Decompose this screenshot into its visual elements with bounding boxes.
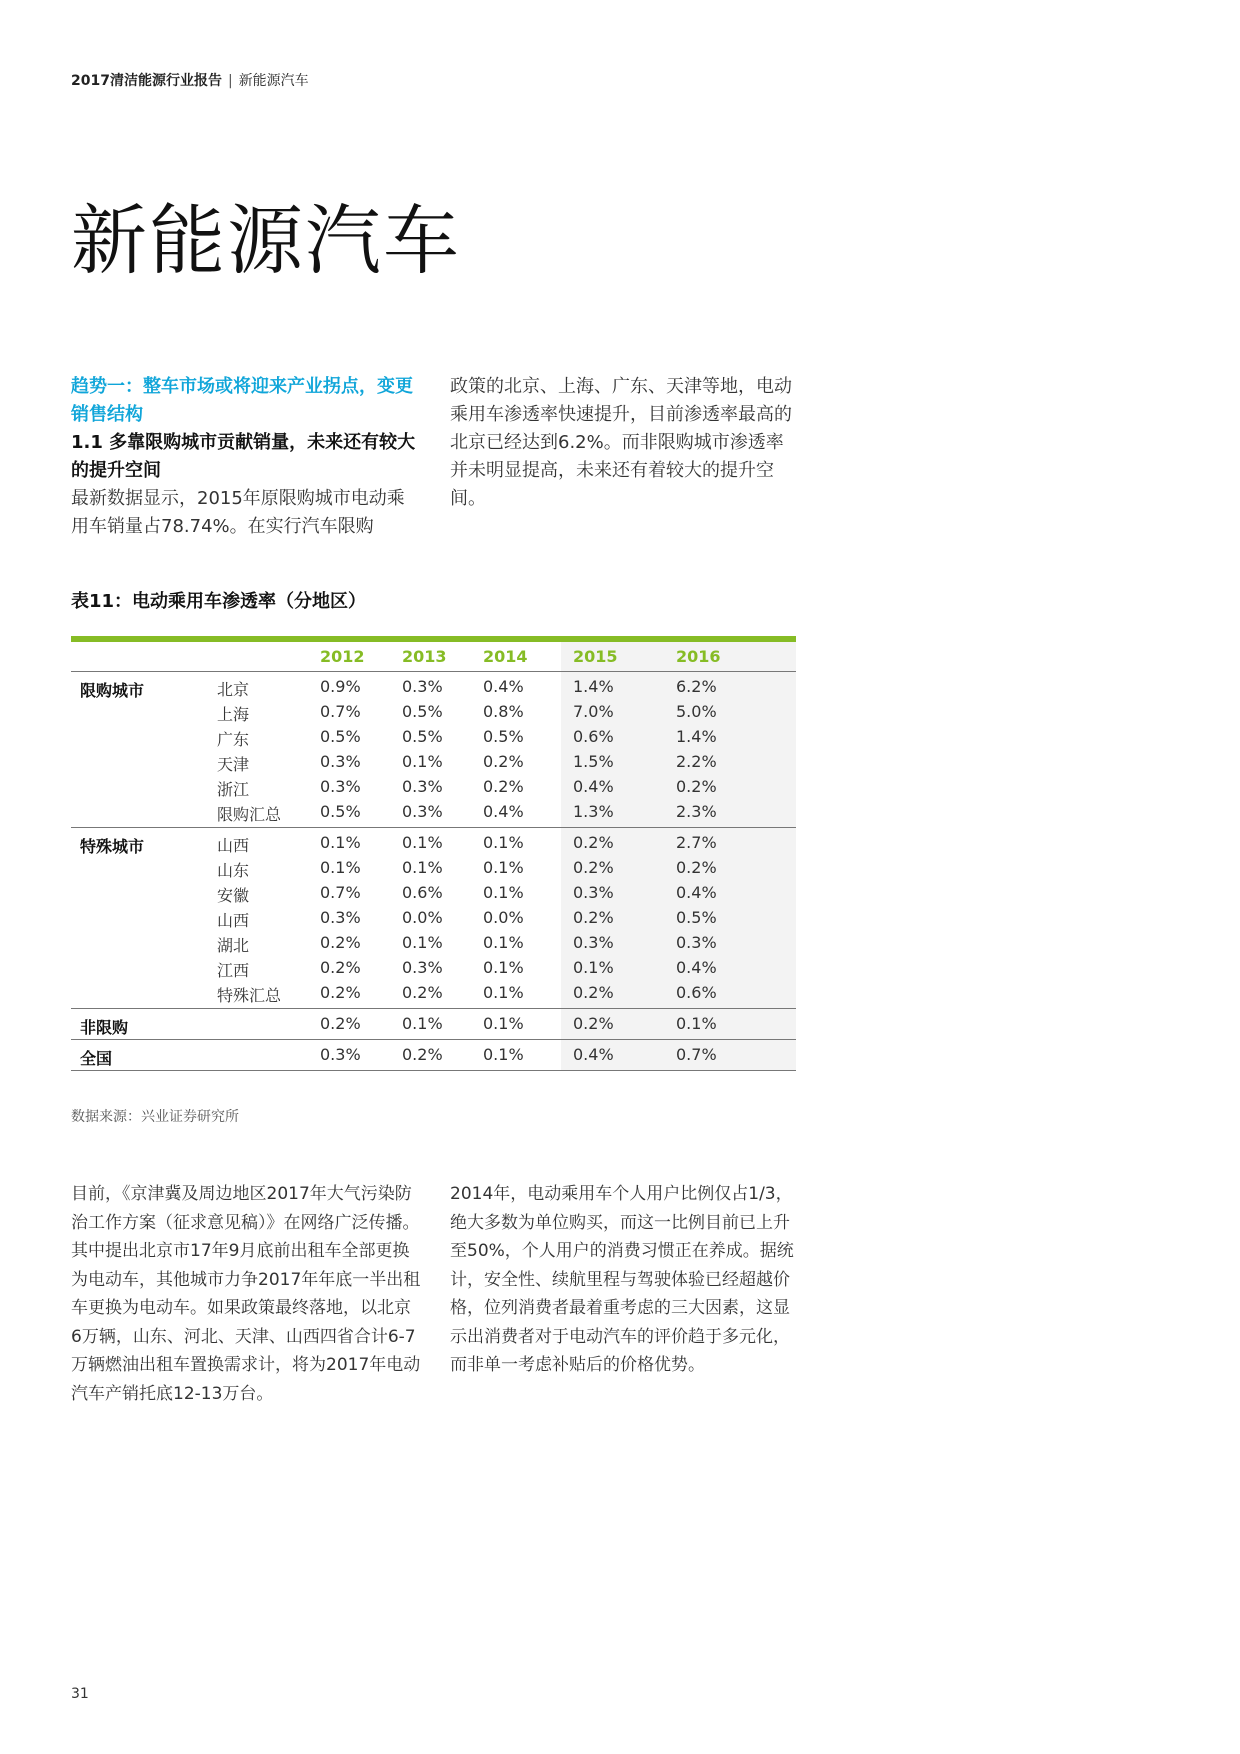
section-subheading: 1.1 多靠限购城市贡献销量，未来还有较大的提升空间 xyxy=(71,432,416,481)
group-label: 全国 xyxy=(80,1049,113,1068)
row-name: 广东 xyxy=(217,730,250,749)
table-cell: 0.2% xyxy=(483,777,524,796)
table-row xyxy=(71,725,796,750)
row-name: 北京 xyxy=(217,680,250,699)
table-cell: 0.1% xyxy=(402,858,443,877)
year-header: 2014 xyxy=(483,647,528,666)
intro-left-column xyxy=(71,373,421,541)
table-title: 表11：电动乘用车渗透率（分地区） xyxy=(71,591,367,612)
table-cell: 0.2% xyxy=(573,1014,614,1033)
table-cell: 0.3% xyxy=(402,958,443,977)
group-label: 限购城市 xyxy=(80,681,145,700)
table-cell: 2.3% xyxy=(676,802,717,821)
table-cell: 0.2% xyxy=(483,752,524,771)
table-cell: 0.3% xyxy=(402,677,443,696)
table-cell: 0.5% xyxy=(320,802,361,821)
table-cell: 0.4% xyxy=(573,1045,614,1064)
table-cell: 0.2% xyxy=(320,958,361,977)
table-cell: 0.2% xyxy=(573,858,614,877)
table-cell: 0.9% xyxy=(320,677,361,696)
year-header: 2013 xyxy=(402,647,447,666)
table-row xyxy=(71,906,796,931)
table-cell: 2.2% xyxy=(676,752,717,771)
page-title: 新能源汽车 xyxy=(71,196,461,285)
table-cell: 1.4% xyxy=(573,677,614,696)
row-name: 上海 xyxy=(217,705,250,724)
year-header: 2015 xyxy=(573,647,618,666)
table-row xyxy=(71,931,796,956)
table-cell: 0.4% xyxy=(676,883,717,902)
table-row xyxy=(71,1012,796,1037)
body-left-column xyxy=(71,1180,421,1408)
page-number: 31 xyxy=(71,1686,89,1702)
header-section: 新能源汽车 xyxy=(238,73,309,89)
table-row xyxy=(71,881,796,906)
year-header: 2012 xyxy=(320,647,365,666)
trend-heading: 趋势一：整车市场或将迎来产业拐点，变更销售结构 xyxy=(71,376,413,425)
table-cell: 0.1% xyxy=(402,933,443,952)
group-label: 特殊城市 xyxy=(80,837,145,856)
table-cell: 0.1% xyxy=(483,858,524,877)
table-row xyxy=(71,675,796,700)
table-cell: 0.2% xyxy=(320,983,361,1002)
table-cell: 0.1% xyxy=(402,1014,443,1033)
table-cell: 0.4% xyxy=(483,802,524,821)
table-cell: 0.0% xyxy=(402,908,443,927)
table-row xyxy=(71,775,796,800)
penetration-table xyxy=(71,636,796,1071)
row-name: 湖北 xyxy=(217,936,250,955)
intro-paragraph-right: 政策的北京、上海、广东、天津等地，电动乘用车渗透率快速提升，目前渗透率最高的北京已经达到6.2%。而非限购城市渗透率并未明显提高，未来还有着较大的提升空间。 xyxy=(450,376,792,509)
table-cell: 0.1% xyxy=(483,958,524,977)
row-name: 山西 xyxy=(217,836,250,855)
table-cell: 0.0% xyxy=(483,908,524,927)
table-cell: 0.3% xyxy=(320,752,361,771)
table-group-restricted xyxy=(71,672,796,828)
table-cell: 0.1% xyxy=(402,833,443,852)
table-cell: 0.6% xyxy=(676,983,717,1002)
row-name: 天津 xyxy=(217,755,250,774)
table-cell: 0.1% xyxy=(402,752,443,771)
running-header xyxy=(71,70,309,90)
table-cell: 0.1% xyxy=(483,933,524,952)
table-cell: 0.1% xyxy=(573,958,614,977)
row-name: 限购汇总 xyxy=(217,805,282,824)
table-row xyxy=(71,856,796,881)
table-cell: 0.2% xyxy=(676,777,717,796)
table-cell: 0.1% xyxy=(483,1045,524,1064)
table-cell: 0.2% xyxy=(676,858,717,877)
table-cell: 0.7% xyxy=(320,702,361,721)
table-cell: 0.2% xyxy=(573,983,614,1002)
table-row xyxy=(71,831,796,856)
table-cell: 0.4% xyxy=(676,958,717,977)
table-row xyxy=(71,700,796,725)
table-cell: 0.1% xyxy=(483,1014,524,1033)
header-report-title: 2017清洁能源行业报告 xyxy=(71,73,222,89)
row-name: 特殊汇总 xyxy=(217,986,282,1005)
group-label: 非限购 xyxy=(80,1018,129,1037)
row-name: 江西 xyxy=(217,961,250,980)
table-cell: 0.2% xyxy=(320,933,361,952)
header-separator: | xyxy=(227,73,233,89)
table-cell: 0.5% xyxy=(402,702,443,721)
table-cell: 0.3% xyxy=(402,802,443,821)
table-cell: 0.2% xyxy=(573,833,614,852)
table-cell: 0.4% xyxy=(483,677,524,696)
table-row xyxy=(71,800,796,825)
row-name: 安徽 xyxy=(217,886,250,905)
year-header: 2016 xyxy=(676,647,721,666)
table-cell: 0.1% xyxy=(676,1014,717,1033)
table-cell: 0.3% xyxy=(573,933,614,952)
table-row xyxy=(71,1043,796,1068)
body-paragraph-left: 目前，《京津冀及周边地区2017年大气污染防治工作方案（征求意见稿）》在网络广泛传播。其中提出北京市17年9月底前出租车全部更换为电动车，其他城市力争2017年年底一半出租车更换为电动车。如果政策最终落地，以北京6万辆，山东、河北、天津、山西四省合计6-7万辆燃油出租车置换需求计，将为2017年电动汽车产销托底12-13万台。 xyxy=(71,1184,421,1404)
body-paragraph-right: 2014年，电动乘用车个人用户比例仅占1/3，绝大多数为单位购买，而这一比例目前已上升至50%，个人用户的消费习惯正在养成。据统计，安全性、续航里程与驾驶体验已经超越价格，位列消费者最着重考虑的三大因素，这显示出消费者对于电动汽车的评价趋于多元化，而非单一考虑补贴后的价格优势。 xyxy=(450,1184,794,1375)
intro-paragraph-left: 最新数据显示，2015年原限购城市电动乘用车销量占78.74%。在实行汽车限购 xyxy=(71,488,405,537)
table-cell: 0.7% xyxy=(676,1045,717,1064)
table-cell: 0.4% xyxy=(573,777,614,796)
row-name: 山东 xyxy=(217,861,250,880)
table-cell: 0.5% xyxy=(483,727,524,746)
table-cell: 0.2% xyxy=(402,983,443,1002)
table-cell: 0.1% xyxy=(483,833,524,852)
table-group-unrestricted xyxy=(71,1009,796,1040)
table-cell: 0.2% xyxy=(320,1014,361,1033)
table-cell: 0.7% xyxy=(320,883,361,902)
table-cell: 5.0% xyxy=(676,702,717,721)
table-cell: 0.3% xyxy=(320,908,361,927)
table-row xyxy=(71,750,796,775)
table-cell: 0.1% xyxy=(483,883,524,902)
table-cell: 0.3% xyxy=(320,1045,361,1064)
table-cell: 0.8% xyxy=(483,702,524,721)
table-cell: 0.5% xyxy=(676,908,717,927)
table-cell: 1.4% xyxy=(676,727,717,746)
table-cell: 0.3% xyxy=(676,933,717,952)
table-cell: 0.1% xyxy=(320,833,361,852)
table-group-special xyxy=(71,828,796,1009)
intro-right-column xyxy=(450,373,800,513)
table-cell: 0.3% xyxy=(402,777,443,796)
table-cell: 2.7% xyxy=(676,833,717,852)
table-header-row xyxy=(71,642,796,672)
table-row xyxy=(71,956,796,981)
data-source-note: 数据来源：兴业证券研究所 xyxy=(71,1109,239,1125)
table-cell: 1.5% xyxy=(573,752,614,771)
table-cell: 0.1% xyxy=(483,983,524,1002)
table-cell: 0.1% xyxy=(320,858,361,877)
table-cell: 0.5% xyxy=(402,727,443,746)
table-cell: 6.2% xyxy=(676,677,717,696)
table-cell: 0.2% xyxy=(402,1045,443,1064)
table-cell: 1.3% xyxy=(573,802,614,821)
table-cell: 0.3% xyxy=(573,883,614,902)
table-cell: 7.0% xyxy=(573,702,614,721)
row-name: 浙江 xyxy=(217,780,250,799)
table-cell: 0.2% xyxy=(573,908,614,927)
table-cell: 0.6% xyxy=(402,883,443,902)
body-right-column xyxy=(450,1180,800,1380)
table-group-national xyxy=(71,1040,796,1071)
row-name: 山西 xyxy=(217,911,250,930)
table-cell: 0.5% xyxy=(320,727,361,746)
table-cell: 0.3% xyxy=(320,777,361,796)
table-row xyxy=(71,981,796,1006)
table-cell: 0.6% xyxy=(573,727,614,746)
